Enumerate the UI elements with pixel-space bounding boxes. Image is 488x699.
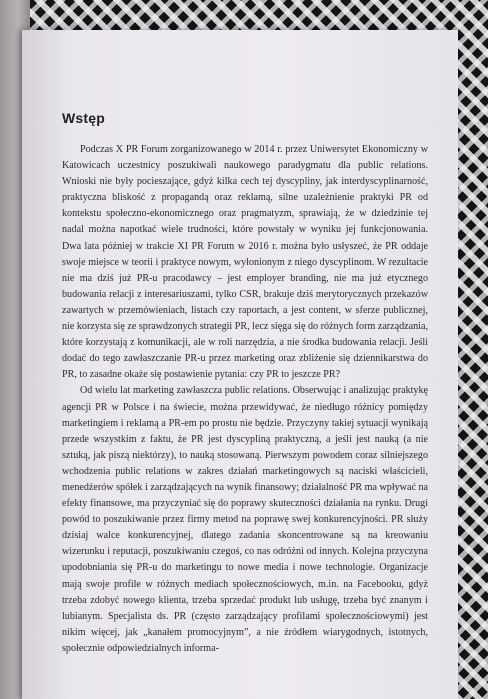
book-page	[22, 30, 458, 699]
page-content	[62, 110, 428, 657]
page-heading: Wstęp	[62, 110, 105, 126]
paragraph-2: Od wielu lat marketing zawłaszcza public relations. Obserwując i analizując praktykę agencji PR w Polsce i na świecie, można przewidywać, że niedługo różnicy pomiędzy marketingiem i reklamą a PR-em po prostu nie będzie. Przyczyny takiej sytuacji wynikają przede wszystkim z faktu, że PR jest dyscypliną praktyczną, a jeśli jest nauką (a nie sztuką, jak piszą niektórzy), to nauką stosowaną. Pierwszym powodem coraz silniejszego wchodzenia public relations w zakres działań marketingowych są naciski właścicieli, menedżerów spółek i zarządzających na wynik finansowy; działalność PR ma wpływać na efekty finansowe, ma przyczyniać się do poprawy skuteczności działania na rynku. Drugi powód to poszukiwanie przez firmy metod na poprawę swej konkurencyjności. PR służy dzisiaj walce konkurencyjnej, dlatego zadania skoncentrowane są na kreowaniu wizerunku i reputacji, poszukiwaniu czegoś, co nas odróżni od innych. Kolejna przyczyna upodobniania się PR-u do marketingu to nowe media i nowe technologie. Organizacje mają swoje profile w różnych mediach społecznościowych, m.in. na Facebooku, gdyż trzeba zdobyć nowego klienta, trzeba sprzedać produkt lub usługę, trzeba być znanym i lubianym. Specjalista ds. PR (często zarządzający profilami społecznościowymi) jest nikim więcej, jak „kanałem promocyjnym”, a nie źródłem wiarygodnych, istotnych, społecznie odpowiedzialnych informa-	[62, 385, 428, 654]
paragraph-1: Podczas X PR Forum zorganizowanego w 2014 r. przez Uniwersytet Ekonomiczny w Katowicach uczestnicy poszukiwali naukowego paradygmatu dla public relations. Wnioski nie były pocieszające, gdyż kilka cech tej dyscypliny, jak interdyscyplinarność, praktyczna bliskość z propagandą oraz reklamą, silne uzależnienie praktyki PR od kontekstu społeczno-ekonomicznego oraz pragmatyzm, sprawiają, że w dziedzinie tej nadal można napotkać wiele trudności, które powstały w wyniku jej funkcjonowania. Dwa lata później w trakcie XI PR Forum w 2016 r. można było usłyszeć, że PR oddaje swoje miejsce w teorii i praktyce nowym, wyłonionym z niego dyscyplinom. W rezultacie nie ma dziś już PR-u pracodawcy – jest employer branding, nie ma już etycznego budowania relacji z interesariuszami, tylko CSR, brakuje dziś merytorycznych przekazów zawartych w przemówieniach, listach czy raportach, a jest content, w sferze publicznej, nie korzysta się ze sprawdzonych strategii PR, lecz sięga się do różnych form zarządzania, które korzystają z komunikacji, ale w roli narzędzia, a nie środka budowania relacji. Jeśli dodać do tego zawłaszczanie PR-u przez marketing oraz zbliżenie się dziennikarstwa do PR, to zasadne okaże się postawienie pytania: czy PR to jeszcze PR?	[62, 144, 428, 381]
